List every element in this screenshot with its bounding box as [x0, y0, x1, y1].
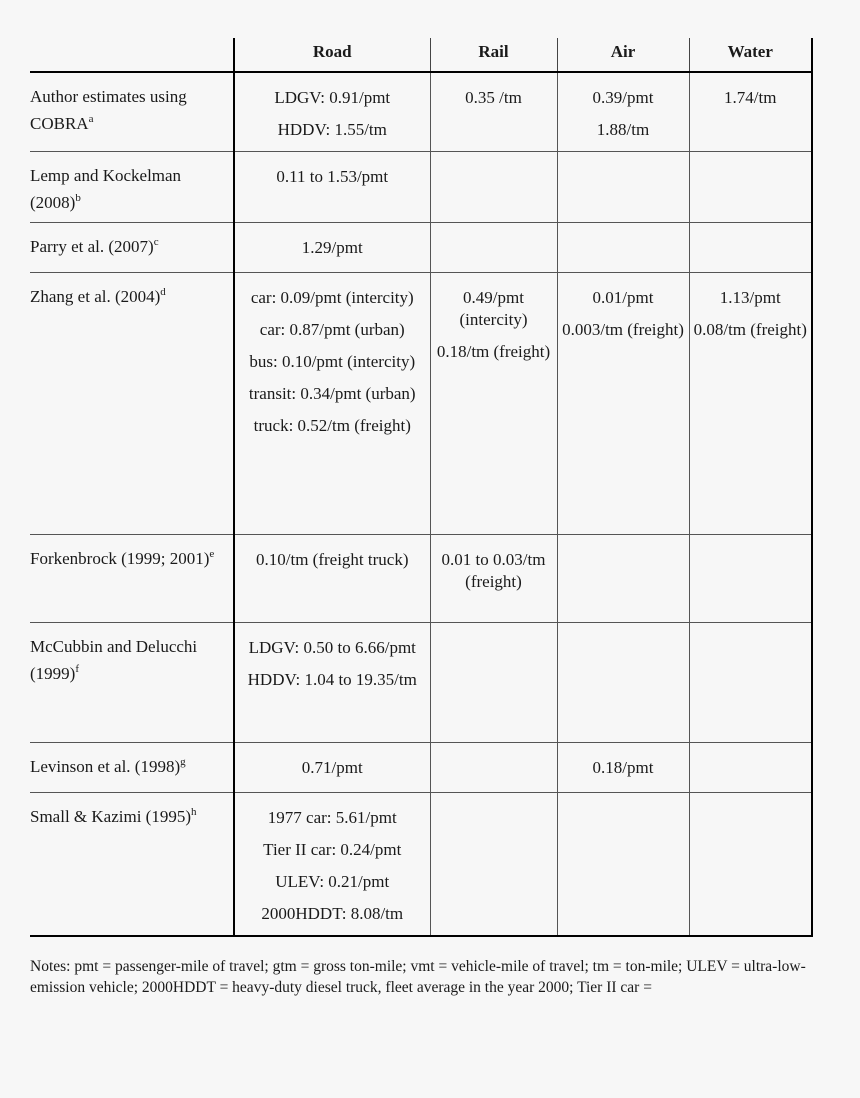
air-cell [557, 72, 689, 152]
road-value: HDDV: 1.04 to 19.35/tm [247, 670, 417, 689]
air-value: 0.18/pmt [592, 758, 654, 777]
footnote-marker: e [209, 548, 215, 560]
cost-estimates-table [30, 38, 813, 937]
air-cell [557, 223, 689, 273]
water-cell [689, 223, 812, 273]
water-value: 1.13/pmt [719, 288, 781, 307]
road-value: 2000HDDT: 8.08/tm [261, 904, 404, 923]
road-value: LDGV: 0.91/pmt [274, 88, 391, 107]
footnote-marker: d [160, 286, 166, 298]
road-value: 0.11 to 1.53/pmt [276, 167, 389, 186]
road-cell [234, 223, 430, 273]
table-row [30, 623, 812, 743]
source-text: Zhang et al. (2004) [30, 287, 161, 306]
air-cell [557, 273, 689, 535]
source-text: Author estimates using COBRA [30, 87, 187, 133]
footnote-marker: g [180, 756, 186, 768]
road-value: HDDV: 1.55/tm [277, 120, 387, 139]
road-cell [234, 273, 430, 535]
road-cell [234, 72, 430, 152]
source-text: McCubbin and Delucchi (1999) [30, 637, 198, 683]
header-road: Road [234, 38, 430, 72]
source-text: Forkenbrock (1999; 2001) [30, 549, 210, 568]
road-value: ULEV: 0.21/pmt [275, 872, 390, 891]
header-source [30, 38, 234, 72]
rail-cell [430, 793, 557, 937]
air-value: 1.88/tm [596, 120, 650, 139]
road-cell [234, 535, 430, 623]
rail-cell [430, 273, 557, 535]
header-water: Water [689, 38, 812, 72]
rail-value: 0.01 to 0.03/tm (freight) [441, 550, 546, 591]
table-row [30, 793, 812, 937]
air-cell [557, 793, 689, 937]
road-value: 0.71/pmt [301, 758, 363, 777]
source-text: Lemp and Kockelman (2008) [30, 166, 182, 212]
water-cell [689, 72, 812, 152]
air-value: 0.39/pmt [592, 88, 654, 107]
road-value: transit: 0.34/pmt (urban) [248, 384, 416, 403]
rail-cell [430, 623, 557, 743]
table-body [30, 72, 812, 936]
table-row [30, 535, 812, 623]
air-cell [557, 743, 689, 793]
rail-cell [430, 535, 557, 623]
road-cell [234, 743, 430, 793]
water-cell [689, 743, 812, 793]
source-cell [30, 535, 234, 623]
table-row [30, 223, 812, 273]
air-value: 0.01/pmt [592, 288, 654, 307]
road-cell [234, 793, 430, 937]
source-cell [30, 152, 234, 223]
road-value: truck: 0.52/tm (freight) [253, 416, 411, 435]
footnote-marker: f [75, 663, 79, 675]
water-cell [689, 535, 812, 623]
source-text: Parry et al. (2007) [30, 237, 154, 256]
rail-value: 0.49/pmt (intercity) [459, 288, 528, 329]
source-cell [30, 743, 234, 793]
water-cell [689, 793, 812, 937]
source-text: Small & Kazimi (1995) [30, 807, 192, 826]
header-air: Air [557, 38, 689, 72]
road-value: 1.29/pmt [301, 238, 363, 257]
rail-value: 0.18/tm (freight) [436, 342, 551, 361]
air-cell [557, 623, 689, 743]
source-cell [30, 223, 234, 273]
air-value: 0.003/tm (freight) [562, 320, 684, 339]
rail-cell [430, 72, 557, 152]
road-value: car: 0.09/pmt (intercity) [250, 288, 414, 307]
footnote-marker: b [75, 192, 81, 204]
air-cell [557, 152, 689, 223]
footnote-marker: a [88, 113, 94, 125]
table-row [30, 743, 812, 793]
road-value: 1977 car: 5.61/pmt [267, 808, 397, 827]
table-row [30, 72, 812, 152]
header-row [30, 38, 812, 72]
road-value: bus: 0.10/pmt (intercity) [249, 352, 416, 371]
footnote-marker: c [153, 236, 159, 248]
road-value: 0.10/tm (freight truck) [256, 550, 409, 569]
road-cell [234, 623, 430, 743]
source-cell [30, 273, 234, 535]
rail-cell [430, 743, 557, 793]
table-row [30, 152, 812, 223]
road-value: car: 0.87/pmt (urban) [259, 320, 405, 339]
water-cell [689, 152, 812, 223]
source-text: Levinson et al. (1998) [30, 757, 181, 776]
rail-cell [430, 152, 557, 223]
header-rail: Rail [430, 38, 557, 72]
water-value: 0.08/tm (freight) [693, 320, 807, 339]
table-row [30, 273, 812, 535]
table-notes: Notes: pmt = passenger-mile of travel; gtm = gross ton-mile; vmt = vehicle-mile of travel; tm = ton-mile; ULEV = ultra-low-emission vehicle; 2000HDDT = heavy-duty diesel truck, fleet average in the year 2000; Tier II car = [30, 958, 806, 996]
source-cell [30, 623, 234, 743]
water-cell [689, 273, 812, 535]
water-cell [689, 623, 812, 743]
road-value: LDGV: 0.50 to 6.66/pmt [248, 638, 416, 657]
road-cell [234, 152, 430, 223]
rail-cell [430, 223, 557, 273]
rail-value: 0.35 /tm [465, 88, 522, 107]
source-cell [30, 72, 234, 152]
footnote-marker: h [191, 806, 197, 818]
air-cell [557, 535, 689, 623]
source-cell [30, 793, 234, 937]
water-value: 1.74/tm [724, 88, 777, 107]
road-value: Tier II car: 0.24/pmt [263, 840, 402, 859]
